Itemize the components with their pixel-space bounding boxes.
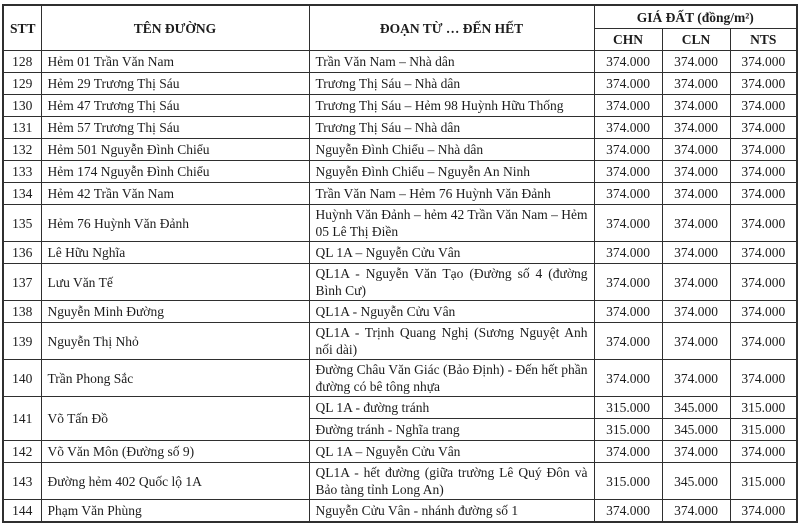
price-nts-cell: 315.000 <box>730 397 797 419</box>
street-name-cell: Nguyễn Thị Nhỏ <box>41 323 309 360</box>
table-row <box>3 397 797 419</box>
table-row <box>3 264 797 301</box>
street-name-cell: Lưu Văn Tế <box>41 264 309 301</box>
street-name-cell: Đường hẻm 402 Quốc lộ 1A <box>41 463 309 500</box>
stt-cell: 133 <box>3 161 41 183</box>
street-name-cell: Nguyễn Minh Đường <box>41 301 309 323</box>
segment-cell: Đường tránh - Nghĩa trang <box>309 419 594 441</box>
segment-cell: Trần Văn Nam – Hẻm 76 Huỳnh Văn Đảnh <box>309 183 594 205</box>
price-nts-cell: 374.000 <box>730 242 797 264</box>
header-nts: NTS <box>730 29 797 51</box>
stt-cell: 129 <box>3 73 41 95</box>
price-cln-cell: 374.000 <box>662 161 730 183</box>
segment-cell: QL1A - hết đường (giữa trường Lê Quý Đôn và Bảo tàng tỉnh Long An) <box>309 463 594 500</box>
stt-cell: 128 <box>3 51 41 73</box>
table-row <box>3 51 797 73</box>
street-name-cell: Võ Văn Môn (Đường số 9) <box>41 441 309 463</box>
stt-cell: 132 <box>3 139 41 161</box>
stt-cell: 141 <box>3 397 41 441</box>
price-cln-cell: 374.000 <box>662 301 730 323</box>
segment-cell: Huỳnh Văn Đảnh – hẻm 42 Trần Văn Nam – Hẻm 05 Lê Thị Điền <box>309 205 594 242</box>
price-cln-cell: 374.000 <box>662 205 730 242</box>
price-nts-cell: 374.000 <box>730 73 797 95</box>
segment-cell: QL 1A - đường tránh <box>309 397 594 419</box>
segment-cell: QL1A - Trịnh Quang Nghị (Sương Nguyệt Anh nối dài) <box>309 323 594 360</box>
price-chn-cell: 374.000 <box>594 301 662 323</box>
segment-cell: Trương Thị Sáu – Hẻm 98 Huỳnh Hữu Thống <box>309 95 594 117</box>
price-chn-cell: 374.000 <box>594 183 662 205</box>
price-nts-cell: 374.000 <box>730 205 797 242</box>
street-name-cell: Hẻm 01 Trần Văn Nam <box>41 51 309 73</box>
price-chn-cell: 374.000 <box>594 139 662 161</box>
table-body <box>3 51 797 522</box>
price-chn-cell: 374.000 <box>594 500 662 522</box>
price-chn-cell: 315.000 <box>594 419 662 441</box>
segment-cell: Trương Thị Sáu – Nhà dân <box>309 73 594 95</box>
price-nts-cell: 374.000 <box>730 95 797 117</box>
stt-cell: 135 <box>3 205 41 242</box>
price-chn-cell: 374.000 <box>594 95 662 117</box>
price-cln-cell: 374.000 <box>662 264 730 301</box>
table-row <box>3 95 797 117</box>
street-name-cell: Trần Phong Sắc <box>41 360 309 397</box>
price-nts-cell: 374.000 <box>730 500 797 522</box>
price-cln-cell: 374.000 <box>662 139 730 161</box>
street-name-cell: Phạm Văn Phùng <box>41 500 309 522</box>
segment-cell: Nguyễn Đình Chiểu – Nguyễn An Ninh <box>309 161 594 183</box>
street-name-cell: Hẻm 47 Trương Thị Sáu <box>41 95 309 117</box>
price-nts-cell: 315.000 <box>730 419 797 441</box>
segment-cell: Trương Thị Sáu – Nhà dân <box>309 117 594 139</box>
table-row <box>3 139 797 161</box>
stt-cell: 131 <box>3 117 41 139</box>
segment-cell: Trần Văn Nam – Nhà dân <box>309 51 594 73</box>
segment-cell: Nguyễn Đình Chiểu – Nhà dân <box>309 139 594 161</box>
segment-cell: Đường Châu Văn Giác (Bảo Định) - Đến hết phần đường có bê tông nhựa <box>309 360 594 397</box>
price-cln-cell: 374.000 <box>662 360 730 397</box>
stt-cell: 142 <box>3 441 41 463</box>
table-row <box>3 301 797 323</box>
price-chn-cell: 374.000 <box>594 161 662 183</box>
price-cln-cell: 374.000 <box>662 242 730 264</box>
price-cln-cell: 374.000 <box>662 183 730 205</box>
price-nts-cell: 374.000 <box>730 183 797 205</box>
table-row <box>3 205 797 242</box>
land-price-table <box>2 4 798 523</box>
price-nts-cell: 315.000 <box>730 463 797 500</box>
header-street-name: TÊN ĐƯỜNG <box>41 5 309 51</box>
header-stt: STT <box>3 5 41 51</box>
table-row <box>3 73 797 95</box>
segment-cell: QL1A - Nguyễn Văn Tạo (Đường số 4 (đường Bình Cư) <box>309 264 594 301</box>
price-cln-cell: 374.000 <box>662 51 730 73</box>
price-chn-cell: 374.000 <box>594 205 662 242</box>
stt-cell: 134 <box>3 183 41 205</box>
table-row <box>3 242 797 264</box>
stt-cell: 136 <box>3 242 41 264</box>
price-cln-cell: 374.000 <box>662 95 730 117</box>
stt-cell: 130 <box>3 95 41 117</box>
price-chn-cell: 374.000 <box>594 264 662 301</box>
price-nts-cell: 374.000 <box>730 139 797 161</box>
price-chn-cell: 374.000 <box>594 323 662 360</box>
price-chn-cell: 315.000 <box>594 463 662 500</box>
price-cln-cell: 374.000 <box>662 73 730 95</box>
price-nts-cell: 374.000 <box>730 360 797 397</box>
price-chn-cell: 315.000 <box>594 397 662 419</box>
price-nts-cell: 374.000 <box>730 301 797 323</box>
street-name-cell: Lê Hữu Nghĩa <box>41 242 309 264</box>
table-row <box>3 323 797 360</box>
stt-cell: 143 <box>3 463 41 500</box>
header-segment: ĐOẠN TỪ … ĐẾN HẾT <box>309 5 594 51</box>
price-cln-cell: 345.000 <box>662 397 730 419</box>
street-name-cell: Hẻm 174 Nguyễn Đình Chiểu <box>41 161 309 183</box>
table-row <box>3 500 797 522</box>
price-cln-cell: 374.000 <box>662 117 730 139</box>
header-chn: CHN <box>594 29 662 51</box>
segment-cell: QL 1A – Nguyễn Cửu Vân <box>309 441 594 463</box>
table-row <box>3 360 797 397</box>
price-nts-cell: 374.000 <box>730 264 797 301</box>
price-nts-cell: 374.000 <box>730 323 797 360</box>
street-name-cell: Hẻm 57 Trương Thị Sáu <box>41 117 309 139</box>
price-cln-cell: 374.000 <box>662 323 730 360</box>
price-chn-cell: 374.000 <box>594 73 662 95</box>
price-chn-cell: 374.000 <box>594 360 662 397</box>
street-name-cell: Võ Tấn Đồ <box>41 397 309 441</box>
price-cln-cell: 374.000 <box>662 441 730 463</box>
price-nts-cell: 374.000 <box>730 51 797 73</box>
table-row <box>3 183 797 205</box>
price-chn-cell: 374.000 <box>594 51 662 73</box>
price-nts-cell: 374.000 <box>730 161 797 183</box>
segment-cell: Nguyễn Cửu Vân - nhánh đường số 1 <box>309 500 594 522</box>
street-name-cell: Hẻm 42 Trần Văn Nam <box>41 183 309 205</box>
street-name-cell: Hẻm 29 Trương Thị Sáu <box>41 73 309 95</box>
header-cln: CLN <box>662 29 730 51</box>
table-row <box>3 161 797 183</box>
table-row <box>3 463 797 500</box>
price-nts-cell: 374.000 <box>730 441 797 463</box>
price-chn-cell: 374.000 <box>594 242 662 264</box>
price-chn-cell: 374.000 <box>594 117 662 139</box>
table-header <box>3 5 797 51</box>
street-name-cell: Hẻm 501 Nguyễn Đình Chiểu <box>41 139 309 161</box>
stt-cell: 138 <box>3 301 41 323</box>
table-row <box>3 441 797 463</box>
header-price-group: GIÁ ĐẤT (đồng/m²) <box>594 5 797 29</box>
table-row <box>3 117 797 139</box>
stt-cell: 140 <box>3 360 41 397</box>
stt-cell: 144 <box>3 500 41 522</box>
price-cln-cell: 345.000 <box>662 463 730 500</box>
segment-cell: QL 1A – Nguyễn Cửu Vân <box>309 242 594 264</box>
segment-cell: QL1A - Nguyễn Cửu Vân <box>309 301 594 323</box>
price-cln-cell: 345.000 <box>662 419 730 441</box>
price-chn-cell: 374.000 <box>594 441 662 463</box>
stt-cell: 139 <box>3 323 41 360</box>
street-name-cell: Hẻm 76 Huỳnh Văn Đảnh <box>41 205 309 242</box>
price-cln-cell: 374.000 <box>662 500 730 522</box>
stt-cell: 137 <box>3 264 41 301</box>
price-nts-cell: 374.000 <box>730 117 797 139</box>
